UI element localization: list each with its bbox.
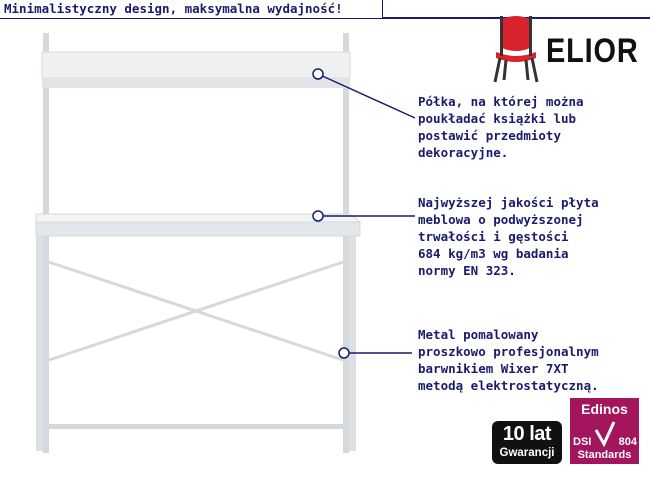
- pointer-dot-frame: [339, 348, 349, 358]
- edinos-title: Edinos: [581, 401, 628, 417]
- callout-line: Metal pomalowany: [418, 327, 539, 342]
- warranty-label: Gwarancji: [499, 447, 555, 459]
- pointer-line-shelf: [318, 74, 415, 118]
- headline-text: Minimalistyczny design, maksymalna wydajność!: [4, 1, 343, 16]
- callout-line: trwałości i gęstości: [418, 229, 569, 244]
- callout-line: meblowa o podwyższonej: [418, 212, 584, 227]
- bottom-rail: [43, 424, 349, 429]
- top-shelf-front: [42, 78, 350, 88]
- pointer-dot-board: [313, 211, 323, 221]
- callout-line: barwnikiem Wixer 7XT: [418, 361, 569, 376]
- left-rear-post: [43, 33, 49, 453]
- callout-line: 684 kg/m3 wg badania: [418, 246, 569, 261]
- right-front-leg: [349, 227, 356, 451]
- warranty-badge: [492, 421, 562, 464]
- callout-line: Najwyższej jakości płyta: [418, 195, 599, 210]
- edinos-left: DSI: [573, 436, 592, 448]
- callout-line: metodą elektrostatyczną.: [418, 378, 599, 393]
- callout-frame: [418, 326, 599, 394]
- callout-line: proszkowo profesjonalnym: [418, 344, 599, 359]
- warranty-value: 10 lat: [502, 423, 552, 445]
- callout-line: Półka, na której można: [418, 94, 584, 109]
- edinos-right: 804: [618, 436, 637, 448]
- edinos-badge: [570, 398, 639, 464]
- callout-line: postawić przedmioty: [418, 128, 561, 143]
- pointer-dot-shelf: [313, 69, 323, 79]
- callout-line: poukładać książki lub: [418, 111, 577, 126]
- left-front-leg: [36, 227, 43, 451]
- callout-line: dekoracyjne.: [418, 145, 509, 160]
- callout-board: [418, 194, 599, 279]
- right-rear-post: [343, 33, 349, 453]
- brand-name: ELIOR: [546, 32, 639, 70]
- callout-shelf: [418, 93, 584, 161]
- edinos-subtitle: Standards: [577, 449, 632, 461]
- top-shelf: [42, 52, 350, 78]
- desk-board: [36, 222, 360, 236]
- callout-line: normy EN 323.: [418, 263, 516, 278]
